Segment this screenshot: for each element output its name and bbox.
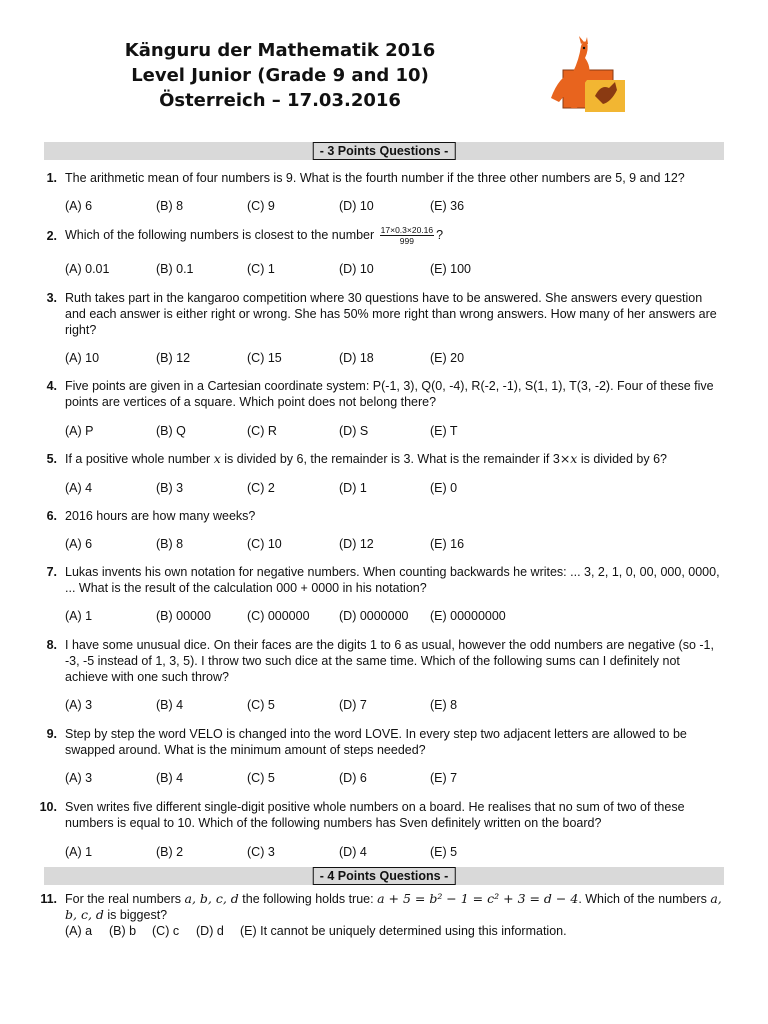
option-b: (B) 2: [156, 845, 184, 859]
section-label: - 3 Points Questions -: [313, 142, 456, 160]
question-number: 7.: [46, 565, 57, 579]
section-label: - 4 Points Questions -: [313, 867, 456, 885]
option-d: (D) 10: [339, 199, 374, 213]
question-number: 1.: [46, 171, 57, 185]
equation: a + 5 = b² − 1 = c² + 3 = d − 4: [377, 891, 579, 906]
option-b: (B) 3: [156, 481, 184, 495]
question-text: Five points are given in a Cartesian coordinate system: P(-1, 3), Q(0, -4), R(-2, -1), S(1, 1), T(3, -2). Four of these five points are vertices of a square. Which point does not belong there?: [65, 379, 714, 409]
option-d: (D) 12: [339, 537, 374, 551]
option-d: (D) d: [196, 924, 224, 938]
option-c: (C) 000000: [247, 609, 310, 623]
option-d: (D) 10: [339, 262, 374, 276]
option-c: (C) 15: [247, 351, 282, 365]
option-a: (A) P: [65, 424, 94, 438]
variable-x: x: [213, 451, 221, 466]
option-a: (A) 1: [65, 845, 93, 859]
option-d: (D) 0000000: [339, 609, 409, 623]
question-number: 8.: [46, 638, 57, 652]
title-line-3: Österreich – 17.03.2016: [159, 90, 401, 111]
answer-options-3: [0, 350, 768, 366]
option-e: (E) 20: [430, 351, 465, 365]
fraction: [380, 225, 434, 246]
title-line-1: Känguru der Mathematik 2016: [124, 40, 436, 61]
option-a: (A) 3: [65, 698, 93, 712]
option-b: (B) 8: [156, 199, 184, 213]
answer-options-8: [0, 697, 768, 713]
question-number: 3.: [46, 291, 57, 305]
option-d: (D) 4: [339, 845, 367, 859]
answer-options-2: [0, 261, 768, 277]
option-e: (E) 8: [430, 698, 458, 712]
option-a: (A) a: [65, 924, 93, 938]
option-e: (E) It cannot be uniquely determined using this information.: [240, 924, 567, 938]
option-a: (A) 6: [65, 537, 93, 551]
document-header: [0, 38, 560, 113]
option-c: (C) 10: [247, 537, 282, 551]
answer-options-9: [0, 770, 768, 786]
section-header-4-points: [44, 867, 724, 885]
option-a: (A) 3: [65, 771, 93, 785]
variables: a, b, c, d: [184, 891, 239, 906]
option-d: (D) 1: [339, 481, 367, 495]
answer-options-5: [0, 480, 768, 496]
answer-options-10: [0, 844, 768, 860]
question-text: [65, 225, 725, 246]
option-d: (D) 18: [339, 351, 374, 365]
times-x: ×x: [559, 451, 578, 466]
question-text: Step by step the word VELO is changed into the word LOVE. In every step two adjacent letters are allowed to be swapped around. What is the minimum amount of steps needed?: [65, 727, 687, 757]
option-c: (C) 1: [247, 262, 275, 276]
question-text-post: is divided by 6?: [577, 452, 667, 466]
option-a: (A) 0.01: [65, 262, 110, 276]
option-c: (C) 2: [247, 481, 275, 495]
option-e: (E) 7: [430, 771, 458, 785]
option-e: (E) 00000000: [430, 609, 506, 623]
question-text: I have some unusual dice. On their faces are the digits 1 to 6 as usual, however the odd numbers are negative (so -1, -3, -5 instead of 1, 3, 5). I throw two such dice at the same time. Which of the following sums can I definitely not achieve with one such throw?: [65, 638, 714, 684]
option-a: (A) 1: [65, 609, 93, 623]
option-c: (C) 9: [247, 199, 275, 213]
section-header-3-points: [44, 142, 724, 160]
option-a: (A) 10: [65, 351, 100, 365]
option-c: (C) R: [247, 424, 277, 438]
option-b: (B) 4: [156, 771, 184, 785]
option-b: (B) 4: [156, 698, 184, 712]
option-e: (E) T: [430, 424, 458, 438]
question-number: 10.: [39, 800, 57, 814]
question-number: 9.: [46, 727, 57, 741]
question-text: The arithmetic mean of four numbers is 9. What is the fourth number if the three other numbers are 5, 9 and 12?: [65, 171, 685, 185]
question-text: Lukas invents his own notation for negative numbers. When counting backwards he writes: ... 3, 2, 1, 0, 00, 000, 0000, ... What is the result of the calculation 000 + 0000 in his notation?: [65, 565, 720, 595]
option-c: (C) 3: [247, 845, 275, 859]
question-text-pre: For the real numbers: [65, 892, 185, 906]
title-line-2: Level Junior (Grade 9 and 10): [131, 65, 429, 86]
question-number: 2.: [46, 229, 57, 243]
option-b: (B) Q: [156, 424, 186, 438]
question-text-mid: the following holds true:: [238, 892, 378, 906]
fraction-denominator: 999: [399, 236, 414, 246]
question-text-post: ?: [436, 227, 444, 242]
option-b: (B) 0.1: [156, 262, 194, 276]
answer-options-4: [0, 423, 768, 439]
variables-2: a, b, c, d: [65, 891, 722, 922]
option-d: (D) S: [339, 424, 369, 438]
answer-options-11: [0, 923, 768, 939]
question-text-pre: Which of the following numbers is closest to the number: [65, 227, 378, 242]
option-c: (C) 5: [247, 698, 275, 712]
question-number: 11.: [40, 892, 57, 906]
option-e: (E) 100: [430, 262, 471, 276]
option-e: (E) 36: [430, 199, 465, 213]
option-a: (A) 4: [65, 481, 93, 495]
question-text: Sven writes five different single-digit positive whole numbers on a board. He realises that no sum of two of these numbers is equal to 10. Which of the following numbers has Sven definitely written on the board?: [65, 800, 685, 830]
question-number: 6.: [46, 509, 57, 523]
question-text-mid: is divided by 6, the remainder is 3. What is the remainder if 3: [220, 452, 560, 466]
kangaroo-logo-icon: [545, 36, 637, 114]
question-text: 2016 hours are how many weeks?: [65, 509, 256, 523]
question-text-mid2: . Which of the numbers: [578, 892, 711, 906]
question-number: 5.: [46, 452, 57, 466]
answer-options-1: [0, 198, 768, 214]
question-number: 4.: [46, 379, 57, 393]
option-e: (E) 0: [430, 481, 458, 495]
answer-options-6: [0, 536, 768, 552]
option-b: (B) b: [109, 924, 137, 938]
option-c: (C) 5: [247, 771, 275, 785]
question-text: [65, 891, 725, 923]
question-text: [65, 451, 725, 467]
option-d: (D) 6: [339, 771, 367, 785]
question-text-post: is biggest?: [103, 908, 168, 922]
option-c: (C) c: [152, 924, 180, 938]
answer-options-7: [0, 608, 768, 624]
option-b: (B) 12: [156, 351, 191, 365]
option-b: (B) 8: [156, 537, 184, 551]
question-text: Ruth takes part in the kangaroo competition where 30 questions have to be answered. She answers every question and each answer is either right or wrong. She has 50% more right than wrong answers. How many of her answers are right?: [65, 291, 717, 337]
option-e: (E) 5: [430, 845, 458, 859]
option-b: (B) 00000: [156, 609, 211, 623]
option-e: (E) 16: [430, 537, 465, 551]
option-a: (A) 6: [65, 199, 93, 213]
option-d: (D) 7: [339, 698, 367, 712]
fraction-numerator: 17×0.3×20.16: [380, 225, 434, 235]
question-text-pre: If a positive whole number: [65, 452, 214, 466]
